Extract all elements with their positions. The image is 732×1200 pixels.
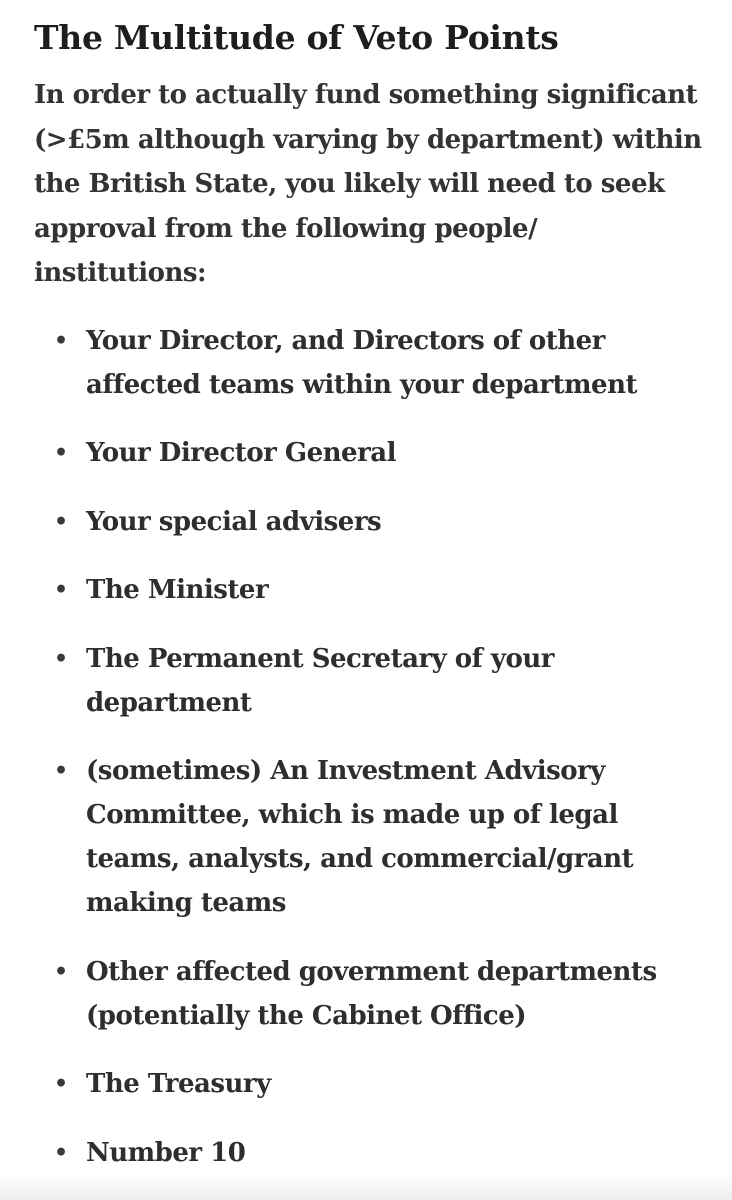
bullet-icon: • <box>54 1071 68 1097</box>
list-item <box>34 637 706 725</box>
bullet-icon: • <box>54 508 68 535</box>
list-item-text: The Minister <box>86 575 269 605</box>
bottom-shadow <box>0 1174 732 1200</box>
list-item <box>34 1062 706 1106</box>
bullet-icon: • <box>54 1139 68 1166</box>
list-item <box>34 1131 706 1175</box>
list-item-text: Number 10 <box>86 1137 246 1168</box>
list-item-text: Your Director General <box>86 438 397 468</box>
list-item <box>34 431 706 475</box>
bullet-icon: • <box>54 327 68 354</box>
list-item <box>34 319 706 407</box>
intro-paragraph: In order to actually fund something significant (>£5m although varying by department) within the British State, you likely will need to seek approval from the following people/ institutions: <box>34 80 702 288</box>
list-item-text: The Permanent Secretary of your department <box>86 643 554 718</box>
bullet-icon: • <box>54 440 68 466</box>
list-item <box>34 950 706 1038</box>
bullet-icon: • <box>54 645 68 672</box>
list-item <box>34 568 706 612</box>
bullet-icon: • <box>54 958 68 985</box>
bullet-icon: • <box>54 577 68 603</box>
approval-list <box>34 319 706 1175</box>
list-item-text: (sometimes) An Investment Advisory Committee, which is made up of legal teams, analysts, and commercial/grant making teams <box>86 756 634 918</box>
bullet-icon: • <box>54 758 68 784</box>
list-item-text: Other affected government departments (potentially the Cabinet Office) <box>86 956 657 1031</box>
list-item-text: The Treasury <box>86 1069 271 1099</box>
list-item <box>34 500 706 544</box>
list-item-text: Your special advisers <box>86 506 382 537</box>
section-heading: The Multitude of Veto Points <box>34 18 559 57</box>
list-item-text: Your Director, and Directors of other affected teams within your department <box>86 325 637 400</box>
list-item <box>34 749 706 925</box>
